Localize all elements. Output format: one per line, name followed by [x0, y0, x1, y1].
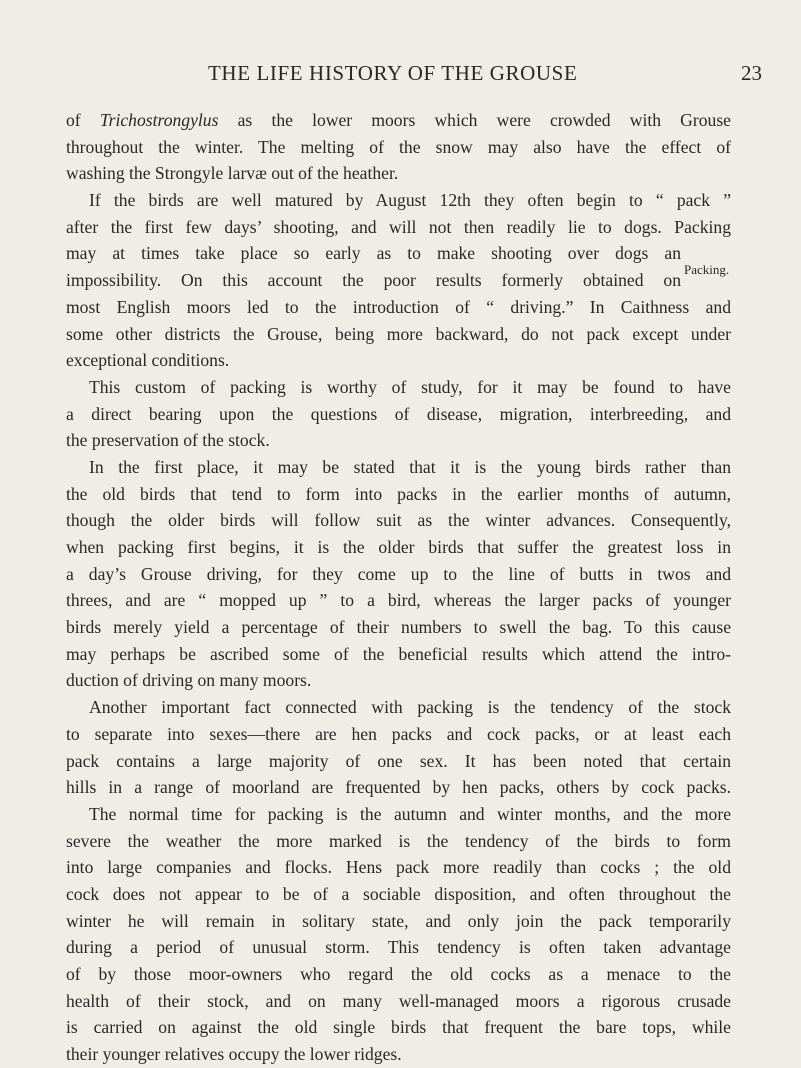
text-fragment: of — [66, 110, 100, 130]
text-line: their younger relatives occupy the lower ridges. — [66, 1044, 402, 1065]
text-line: Another important fact connected with packing is the tendency of the stock — [89, 697, 731, 718]
text-line: severe the weather the more marked is the tendency of the birds to form — [66, 830, 731, 851]
text-line: pack contains a large majority of one sex. It has been noted that certain — [66, 750, 731, 771]
text-line: a direct bearing upon the questions of disease, migration, interbreeding, and — [66, 403, 731, 424]
text-fragment: as the lower moors which were crowded with Grouse — [218, 110, 731, 130]
text-line: some other districts the Grouse, being more backward, do not pack except under — [66, 323, 731, 344]
text-line: may at times take place so early as to make shooting over dogs an — [66, 243, 681, 264]
text-line: though the older birds will follow suit as the winter advances. Consequently, — [66, 510, 731, 531]
text-line: washing the Strongyle larvæ out of the heather. — [66, 163, 399, 184]
text-line: If the birds are well matured by August 12th they often begin to “ pack ” — [89, 190, 731, 211]
text-line: most English moors led to the introduction of “ driving.” In Caithness and — [66, 296, 731, 317]
text-line: the old birds that tend to form into packs in the earlier months of autumn, — [66, 483, 731, 504]
page-number: 23 — [741, 61, 762, 85]
text-line: a day’s Grouse driving, for they come up to the line of butts in twos and — [66, 563, 731, 584]
text-line: may perhaps be ascribed some of the beneficial results which attend the intro- — [66, 643, 731, 664]
text-line: This custom of packing is worthy of study, for it may be found to have — [89, 376, 731, 397]
text-line: cock does not appear to be of a sociable disposition, and often throughout the — [66, 883, 731, 904]
text-line: hills in a range of moorland are frequented by hen packs, others by cock packs. — [66, 777, 731, 798]
text-line: In the first place, it may be stated that it is the young birds rather than — [89, 456, 731, 477]
text-line: into large companies and flocks. Hens pack more readily than cocks ; the old — [66, 857, 731, 878]
text-line: throughout the winter. The melting of the snow may also have the effect of — [66, 136, 731, 157]
text-line: impossibility. On this account the poor results formerly obtained on — [66, 270, 681, 291]
text-line: winter he will remain in solitary state, and only join the pack temporarily — [66, 910, 731, 931]
body-text — [66, 107, 731, 1068]
margin-note: Packing. — [684, 262, 730, 277]
text-line: to separate into sexes—there are hen packs and cock packs, or at least each — [66, 723, 731, 744]
text-line: of by those moor-owners who regard the old cocks as a menace to the — [66, 964, 731, 984]
text-line: is carried on against the old single birds that frequent the bare tops, while — [66, 1017, 731, 1038]
text-line: exceptional conditions. — [66, 350, 230, 371]
text-line — [66, 107, 731, 134]
text-line: the preservation of the stock. — [66, 430, 270, 451]
italic-term: Trichostrongylus — [99, 110, 219, 130]
text-line: threes, and are “ mopped up ” to a bird, whereas the larger packs of younger — [66, 590, 731, 611]
text-line: birds merely yield a percentage of their numbers to swell the bag. To this cause — [66, 617, 731, 638]
text-line: health of their stock, and on many well-managed moors a rigorous crusade — [66, 990, 731, 1011]
running-header: THE LIFE HISTORY OF THE GROUSE — [208, 61, 578, 85]
text-line: when packing first begins, it is the older birds that suffer the greatest loss in — [66, 537, 731, 557]
text-line: after the first few days’ shooting, and will not then readily lie to dogs. Packing — [66, 216, 731, 237]
text-line: duction of driving on many moors. — [66, 670, 312, 691]
text-line: during a period of unusual storm. This tendency is often taken advantage — [66, 937, 731, 958]
text-line: The normal time for packing is the autumn and winter months, and the more — [89, 803, 731, 824]
